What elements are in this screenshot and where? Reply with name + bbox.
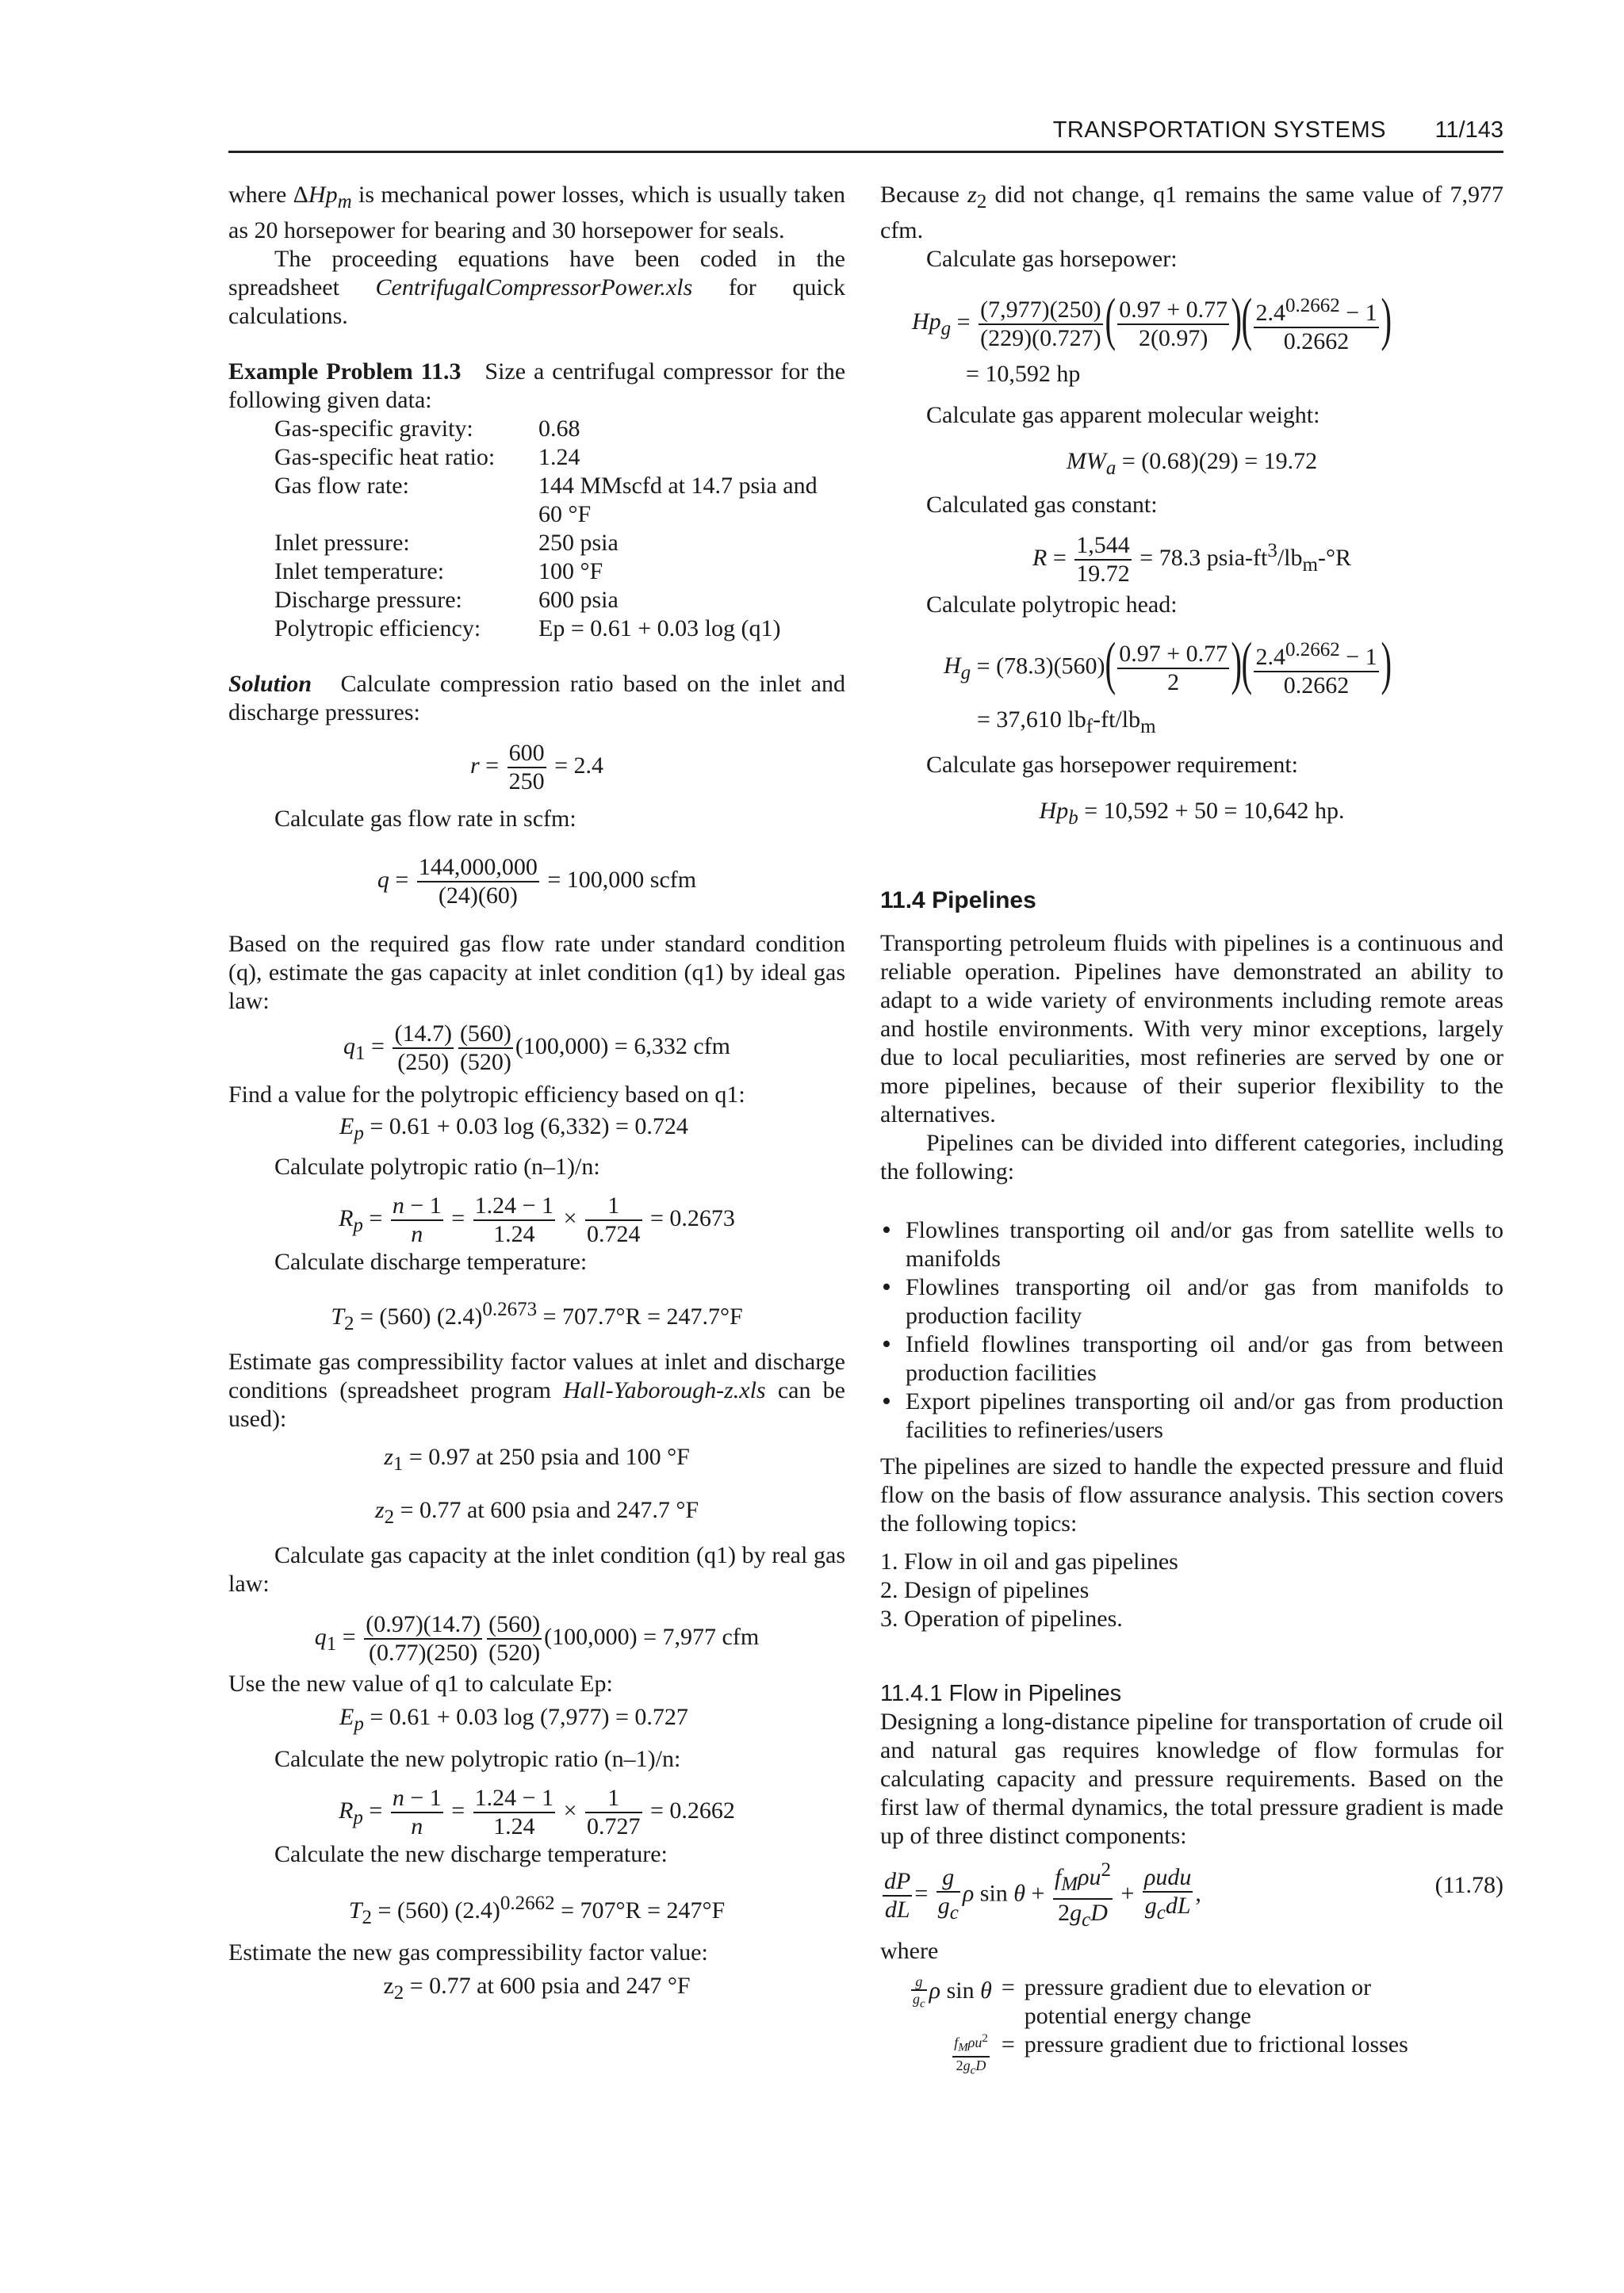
given-row: Gas-specific gravity: 0.68	[274, 415, 580, 442]
text-horsepower-requirement: Calculate gas horsepower requirement:	[926, 752, 1298, 778]
definitions-table	[904, 1973, 1413, 2078]
example-problem-heading: Example Problem 11.3 Size a centrifugal compressor for the following given data:	[228, 358, 846, 413]
list-item: • Flowlines transporting oil and/or gas from satellite wells to manifolds	[880, 1216, 1503, 1273]
paragraph-power-losses: where ΔHp$_m$ is mechanical power losses, which is usually taken as 20 horsepower for bearing and 30 horsepower for seals.	[228, 182, 846, 243]
equation-new-polytropic-ratio: $R_p$ = $\frac{n - 1}{n}$ = $\frac{1.24 - 1}{1.24}$ × $\frac{1}{0.727}$ = 0.2662	[339, 1785, 735, 1839]
given-row: Inlet temperature: 100 °F	[274, 558, 603, 584]
page-number: 11/143	[1434, 117, 1503, 143]
list-item: • Flowlines transporting oil and/or gas from manifolds to production facility	[880, 1273, 1503, 1330]
text-polytropic-head: Calculate polytropic head:	[926, 591, 1178, 618]
equation-gas-horsepower: $Hp_g$ = $\frac{(7,977)(250)}{(229)(0.727)}$ ( $\frac{0.97 + 0.77}{2(0.97)}$ )( $\frac{2.4^{0.2662} - 1}{0.2662}$ )	[912, 286, 1392, 354]
definition-row: $\frac{f_M\rho u^2}{2g_cD}$ = pressure gradient due to frictional losses	[954, 2031, 1408, 2077]
equation-z2: $z_2 = 0.77$ at 600 psia and 247.7 °F	[374, 1497, 699, 1528]
text-new-compressibility: Estimate the new gas compressibility factor value:	[228, 1939, 708, 1966]
pipeline-category-list	[880, 1216, 1503, 1445]
given-row: Gas-specific heat ratio: 1.24	[274, 444, 580, 470]
topics-list	[880, 1548, 1503, 1633]
equation-inlet-capacity-ideal: $q_1$ = $\frac{(14.7)}{(250)}$ $\frac{(560)}{(520)}$ (100,000) = 6,332 cfm	[343, 1020, 730, 1075]
right-column	[880, 181, 1503, 2078]
text-scfm: Calculate gas flow rate in scfm:	[274, 806, 576, 832]
equation-new-discharge-temperature: $T_2 = (560) (2.4)^{0.2662} = 707^\circ R = 247^\circ F$	[348, 1893, 726, 1928]
equation-discharge-temperature: $T_2 = (560) (2.4)^{0.2673} = 707.7^\circ R = 247.7^\circ F$	[331, 1299, 743, 1334]
text-molecular-weight: Calculate gas apparent molecular weight:	[926, 402, 1320, 428]
equation-horsepower-requirement: $Hp_b = 10,592 + 50 = 10,642$ hp.	[1039, 798, 1345, 829]
equation-gas-horsepower-result: = 10,592 hp	[966, 361, 1081, 387]
equation-inlet-capacity-real: $q_1$ = $\frac{(0.97)(14.7)}{(0.77)(250)}$ $\frac{(560)}{(520)}$ (100,000) = 7,977 cfm	[314, 1611, 760, 1666]
paragraph-pipelines-intro: Transporting petroleum fluids with pipelines is a continuous and reliable operation. Pipelines have demonstrated an ability to adapt to a wide variety of environments including remote areas and hostile environments. With very minor exceptions, largely due to local peculiarities, most refineries are served by one or more pipelines, because of their superior flexibility to the alternatives.	[880, 930, 1503, 1127]
text-where: where	[880, 1938, 939, 1964]
text-gas-constant: Calculated gas constant:	[926, 492, 1158, 518]
equation-polytropic-head-result: = 37,610 $lb_f-ft/lb_m$	[977, 706, 1156, 737]
paragraph-pipeline-categories: Pipelines can be divided into different categories, including the following:	[880, 1130, 1503, 1185]
text-new-polytropic-ratio: Calculate the new polytropic ratio (n–1)/n:	[274, 1746, 681, 1772]
equation-polytropic-ratio: $R_p$ = $\frac{n - 1}{n}$ = $\frac{1.24 - 1}{1.24}$ × $\frac{1}{0.724}$ = 0.2673	[339, 1192, 735, 1247]
header-title: TRANSPORTATION SYSTEMS	[1052, 117, 1386, 143]
equation-new-z2: $z_2 = 0.77$ at 600 psia and 247 °F	[383, 1973, 691, 2004]
text-gas-horsepower: Calculate gas horsepower:	[926, 246, 1178, 272]
given-row: Inlet pressure: 250 psia	[274, 530, 619, 556]
equation-polytropic-head: $H_g = (78.3)(560)$( $\frac{0.97 + 0.77}{2}$ )( $\frac{2.4^{0.2662} - 1}{0.2662}$ )	[944, 630, 1392, 699]
given-row: Polytropic efficiency: Ep = 0.61 + 0.03 log (q1)	[274, 615, 781, 641]
given-row: Discharge pressure: 600 psia	[274, 587, 619, 613]
given-row: Gas flow rate: 144 MMscfd at 14.7 psia and 60 °F	[274, 473, 818, 527]
equation-pressure-gradient: $\frac{dP}{dL}$ = $\frac{g}{g_c}$ ρ sin θ + $\frac{f_M\rho u^2}{2g_cD}$ + $\frac{\text{ρudu}}{g_cdL}$ , (11.78)	[880, 1857, 1503, 1934]
paragraph-because: Because $z_2$ did not change, q1 remains the same value of 7,977 cfm.	[880, 182, 1503, 243]
subsection-title-flow: 11.4.1 Flow in Pipelines	[880, 1681, 1122, 1706]
given-data-table	[274, 415, 845, 643]
text-new-discharge-temperature: Calculate the new discharge temperature:	[274, 1841, 668, 1867]
text-polytropic-ratio: Calculate polytropic ratio (n–1)/n:	[274, 1154, 600, 1180]
definition-row: $\frac{g}{g_c}$ ρ sin θ = pressure gradient due to elevation or potential energy change	[913, 1973, 1372, 2029]
paragraph-sizing: The pipelines are sized to handle the expected pressure and fluid flow on the basis of flow assurance analysis. This section covers the following topics:	[880, 1453, 1503, 1537]
list-item: • Infield flowlines transporting oil and/or gas from between production facilities	[880, 1330, 1503, 1388]
running-header	[228, 114, 1503, 153]
equation-z1: $z_1 = 0.97$ at 250 psia and 100 °F	[384, 1444, 690, 1475]
paragraph-spreadsheet: The proceeding equations have been coded in the spreadsheet CentrifugalCompressorPower.xls for quick calculations.	[228, 246, 846, 329]
left-column	[228, 181, 845, 2008]
list-item: 2. Design of pipelines	[880, 1577, 1090, 1603]
text-compressibility: Estimate gas compressibility factor values at inlet and discharge conditions (spreadsheet program Hall-Yaborough-z.xls can be used):	[228, 1349, 845, 1432]
list-item: • Export pipelines transporting oil and/or gas from production facilities to refineries/users	[880, 1388, 1503, 1445]
text-new-efficiency: Use the new value of q1 to calculate Ep:	[228, 1671, 613, 1697]
list-item: 3. Operation of pipelines.	[880, 1606, 1123, 1632]
list-item: 1. Flow in oil and gas pipelines	[880, 1548, 1178, 1575]
paragraph-flow-in-pipelines: Designing a long-distance pipeline for transportation of crude oil and natural gas requires knowledge of flow formulas for calculating capacity and pressure requirements. Based on the first law of thermal dynamics, the total pressure gradient is made up of three distinct components:	[880, 1709, 1503, 1849]
solution-paragraph: Solution Calculate compression ratio based on the inlet and discharge pressures:	[228, 671, 846, 725]
equation-gas-constant: R = $\frac{1,544}{19.72}$ = 78.3 psia-$ft^3/lb_m-^\circ R$	[1032, 532, 1351, 587]
equation-molecular-weight: $MW_a = (0.68)(29) = 19.72$	[1066, 448, 1318, 479]
equation-number: (11.78)	[1434, 1872, 1503, 1898]
equation-gas-flow-rate: q = $\frac{144,000,000}{(24)(60)}$ = 100,000 scfm	[377, 854, 697, 909]
equation-compression-ratio: r = $\frac{600}{250}$ = 2.4	[469, 740, 604, 794]
text-find-efficiency: Find a value for the polytropic efficiency based on q1:	[228, 1081, 745, 1108]
equation-efficiency: $E_p = 0.61 + 0.03$ log (6,332) = 0.724	[339, 1113, 688, 1144]
text-discharge-temperature: Calculate discharge temperature:	[274, 1249, 588, 1275]
text-ideal-gas: Based on the required gas flow rate under standard condition (q), estimate the gas capacity at inlet condition (q1) by ideal gas law:	[228, 931, 845, 1014]
section-title-pipelines: 11.4 Pipelines	[880, 887, 1036, 913]
text-real-gas: Calculate gas capacity at the inlet condition (q1) by real gas law:	[228, 1542, 845, 1597]
equation-new-efficiency: $E_p = 0.61 + 0.03$ log (7,977) = 0.727	[339, 1704, 688, 1735]
